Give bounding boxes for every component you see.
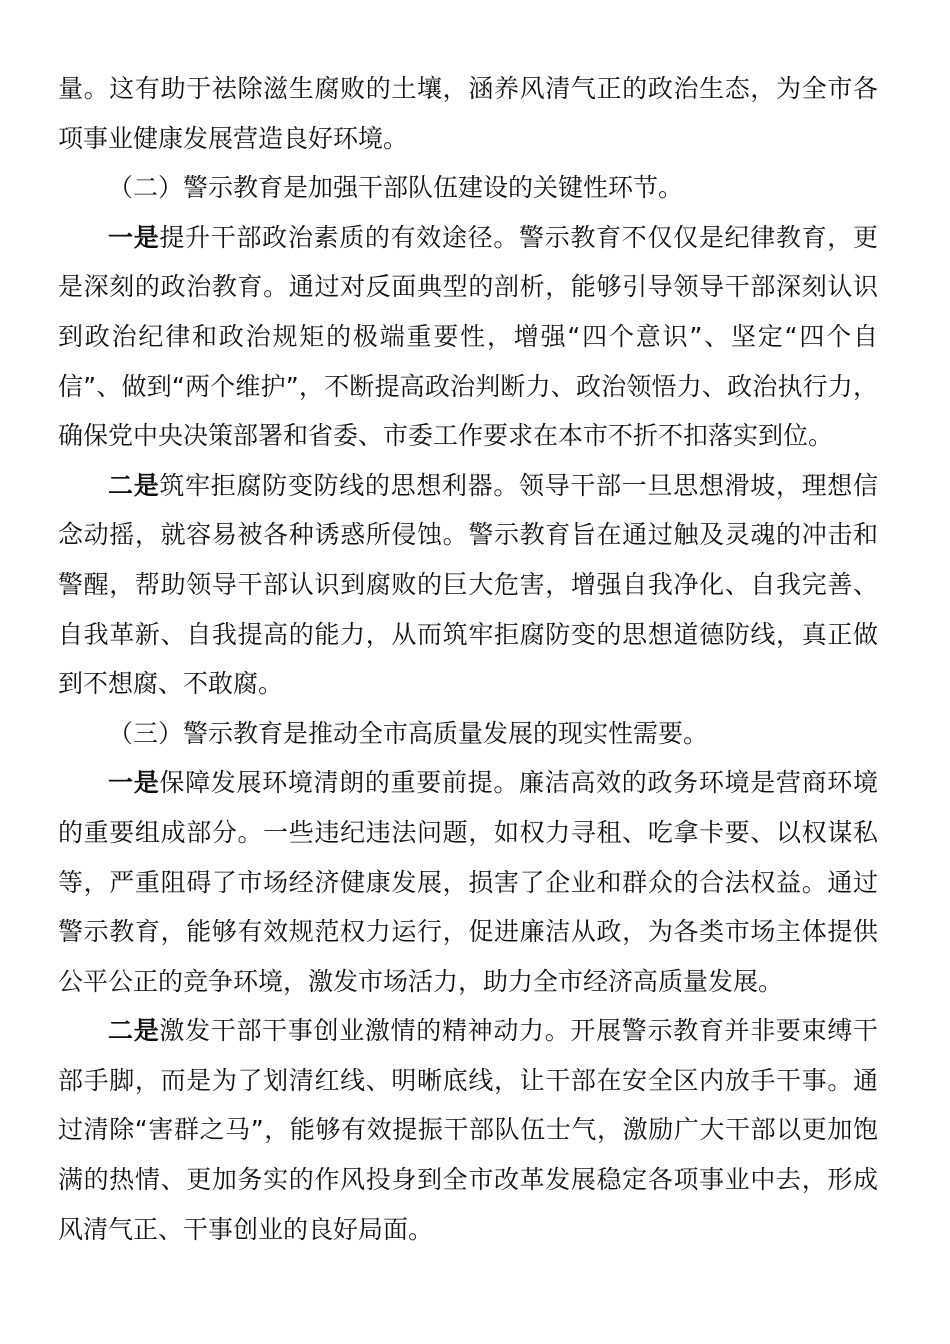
heading-text: （二）警示教育是加强干部队伍建设的关键性环节。 <box>108 173 684 203</box>
paragraph-text: 提升干部政治素质的有效途径。警示教育不仅仅是纪律教育，更是深刻的政治教育。通过对反面典型的剖析，能够引导领导干部深刻认识到政治纪律和政治规矩的极端重要性，增强“四个意识”、坚定“四个自信”、做到“两个维护”，不断提高政治判断力、政治领悟力、政治执行力，确保党中央决策部署和省委、市委工作要求在本市不折不扣落实到位。 <box>58 222 878 451</box>
section-heading-3 <box>58 709 878 759</box>
paragraph-point-1 <box>58 758 878 1006</box>
paragraph-lead: 二是 <box>108 1016 160 1046</box>
paragraph-lead: 一是 <box>108 768 160 798</box>
paragraph-lead: 二是 <box>108 470 160 500</box>
section-heading-2 <box>58 163 878 213</box>
document-page <box>58 64 878 1254</box>
paragraph-text: 筑牢拒腐防变防线的思想利器。领导干部一旦思想滑坡，理想信念动摇，就容易被各种诱惑所侵蚀。警示教育旨在通过触及灵魂的冲击和警醒，帮助领导干部认识到腐败的巨大危害，增强自我净化、自我完善、自我革新、自我提高的能力，从而筑牢拒腐防变的思想道德防线，真正做到不想腐、不敢腐。 <box>58 470 878 699</box>
paragraph-point-2 <box>58 1006 878 1254</box>
heading-text: （三）警示教育是推动全市高质量发展的现实性需要。 <box>108 718 709 748</box>
paragraph-continuation <box>58 64 878 163</box>
paragraph-text: 保障发展环境清朗的重要前提。廉洁高效的政务环境是营商环境的重要组成部分。一些违纪违法问题，如权力寻租、吃拿卡要、以权谋私等，严重阻碍了市场经济健康发展，损害了企业和群众的合法权益。通过警示教育，能够有效规范权力运行，促进廉洁从政，为各类市场主体提供公平公正的竞争环境，激发市场活力，助力全市经济高质量发展。 <box>58 768 878 996</box>
paragraph-point-1 <box>58 213 878 461</box>
paragraph-lead: 一是 <box>108 222 160 252</box>
paragraph-point-2 <box>58 461 878 709</box>
paragraph-text: 量。这有助于祛除滋生腐败的土壤，涵养风清气正的政治生态，为全市各项事业健康发展营造良好环境。 <box>58 74 878 153</box>
paragraph-text: 激发干部干事创业激情的精神动力。开展警示教育并非要束缚干部手脚，而是为了划清红线、明晰底线，让干部在安全区内放手干事。通过清除“害群之马”，能够有效提振干部队伍士气，激励广大干部以更加饱满的热情、更加务实的作风投身到全市改革发展稳定各项事业中去，形成风清气正、干事创业的良好局面。 <box>58 1016 878 1244</box>
